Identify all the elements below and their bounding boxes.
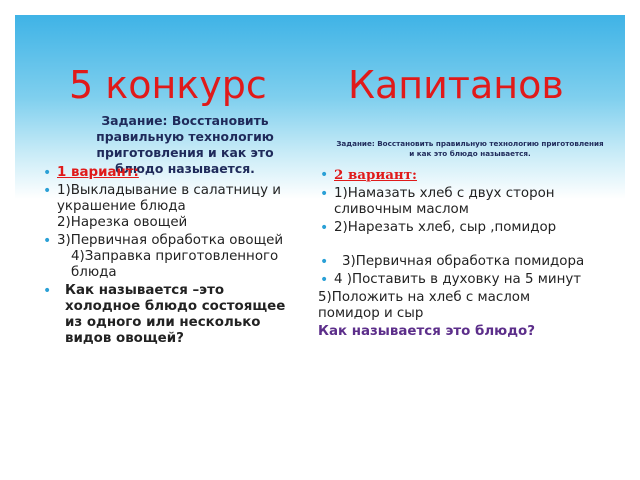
step-text: 1)Намазать хлеб с двух сторон сливочным маслом bbox=[334, 186, 555, 217]
list-item bbox=[318, 272, 588, 288]
list-item bbox=[318, 324, 588, 340]
list-item bbox=[41, 183, 291, 231]
step-text: 4 )Поставить в духовку на 5 минут bbox=[334, 272, 582, 287]
step-text: 4)Заправка приготовленного блюда bbox=[71, 249, 279, 280]
task-right: Задание: Восстановить правильную технологию приготовления и как это блюдо называется. bbox=[336, 139, 604, 158]
right-question: Как называется это блюдо? bbox=[318, 324, 535, 339]
task-left: Задание: Восстановить правильную технологию приготовления и как это блюдо называется. bbox=[96, 113, 274, 176]
step-text: 3)Первичная обработка овощей bbox=[57, 233, 284, 248]
title-left: 5 конкурс bbox=[69, 63, 267, 107]
list-item bbox=[318, 220, 588, 236]
title-right: Капитанов bbox=[348, 63, 564, 107]
left-list bbox=[41, 165, 291, 349]
list-item bbox=[318, 290, 588, 322]
variant-1-label: 1 вариант: bbox=[57, 165, 139, 180]
step-text: 2)Нарезка овощей bbox=[57, 215, 188, 230]
step-text: 3)Первичная обработка помидора bbox=[342, 254, 585, 269]
step-text: 2)Нарезать хлеб, сыр ,помидор bbox=[334, 220, 557, 235]
right-list bbox=[318, 167, 588, 342]
list-item bbox=[41, 233, 291, 281]
list-item bbox=[41, 165, 291, 181]
left-question: Как называется –это холодное блюдо состоящее из одного или несколько видов овощей? bbox=[65, 283, 286, 346]
step-text: 1)Выкладывание в салатницу и украшение блюда bbox=[57, 183, 281, 214]
list-item bbox=[318, 167, 588, 184]
variant-2-label: 2 вариант: bbox=[334, 167, 417, 183]
spacer bbox=[318, 238, 588, 252]
list-item bbox=[41, 283, 291, 347]
list-item bbox=[318, 186, 588, 218]
step-text: 5)Положить на хлеб с маслом помидор и сыр bbox=[318, 290, 531, 321]
list-item bbox=[318, 254, 588, 270]
